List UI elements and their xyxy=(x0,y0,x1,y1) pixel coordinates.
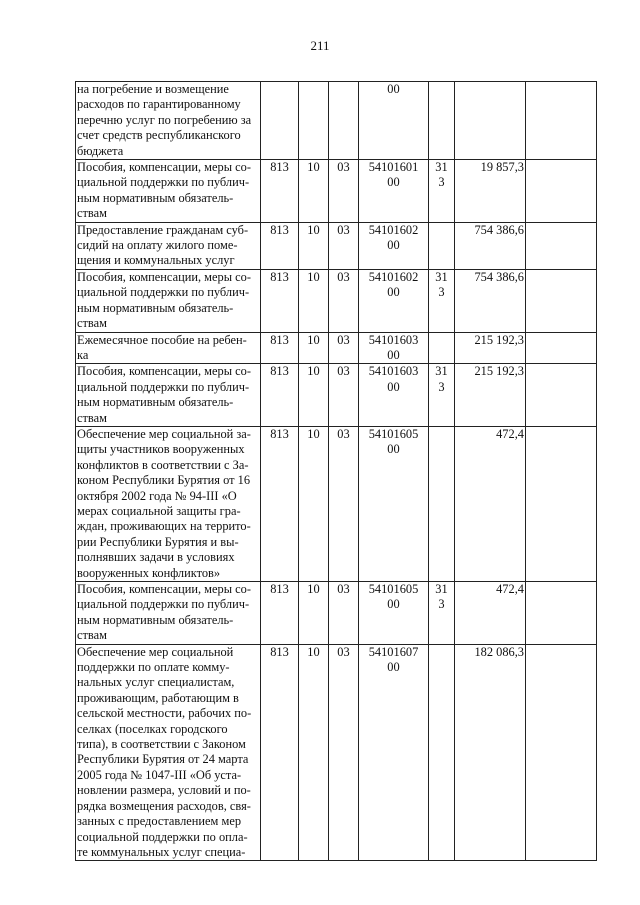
row-name-cell: на погребение и возмещение расходов по гарантированному перечню услуг по погребению за счет средств республиканского бюджета xyxy=(76,82,261,160)
table-row xyxy=(76,644,597,861)
expense-type-cell xyxy=(429,426,455,581)
subsection-code-cell xyxy=(329,82,359,160)
department-code-cell: 813 xyxy=(261,160,299,223)
table-row xyxy=(76,222,597,269)
amount-cell: 19 857,3 xyxy=(455,160,526,223)
expense-type-cell xyxy=(429,222,455,269)
subsection-code-cell: 03 xyxy=(329,222,359,269)
section-code-cell: 10 xyxy=(299,644,329,861)
page-number: 211 xyxy=(310,38,330,53)
expense-type-cell: 31 3 xyxy=(429,364,455,427)
table-row xyxy=(76,269,597,332)
subsection-code-cell: 03 xyxy=(329,426,359,581)
section-code-cell: 10 xyxy=(299,269,329,332)
amount-cell xyxy=(455,82,526,160)
table-row xyxy=(76,364,597,427)
table-row xyxy=(76,332,597,364)
extra-cell xyxy=(526,364,597,427)
department-code-cell: 813 xyxy=(261,426,299,581)
row-name-cell: Пособия, компенсации, меры со- циальной поддержки по публич- ным нормативным обязатель- ствам xyxy=(76,364,261,427)
table-row xyxy=(76,160,597,223)
row-name-cell: Пособия, компенсации, меры со- циальной поддержки по публич- ным нормативным обязатель- ствам xyxy=(76,269,261,332)
expense-type-cell xyxy=(429,82,455,160)
target-article-cell: 54101603 00 xyxy=(359,364,429,427)
target-article-cell: 54101605 00 xyxy=(359,426,429,581)
table-row xyxy=(76,582,597,645)
expense-type-cell: 31 3 xyxy=(429,582,455,645)
budget-table xyxy=(75,81,597,861)
extra-cell xyxy=(526,644,597,861)
section-code-cell: 10 xyxy=(299,426,329,581)
target-article-cell: 54101602 00 xyxy=(359,222,429,269)
department-code-cell: 813 xyxy=(261,364,299,427)
department-code-cell: 813 xyxy=(261,332,299,364)
target-article-cell: 54101607 00 xyxy=(359,644,429,861)
section-code-cell: 10 xyxy=(299,332,329,364)
department-code-cell xyxy=(261,82,299,160)
amount-cell: 215 192,3 xyxy=(455,364,526,427)
row-name-cell: Пособия, компенсации, меры со- циальной поддержки по публич- ным нормативным обязатель- ствам xyxy=(76,160,261,223)
row-name-cell: Ежемесячное пособие на ребен- ка xyxy=(76,332,261,364)
target-article-cell: 54101603 00 xyxy=(359,332,429,364)
section-code-cell: 10 xyxy=(299,160,329,223)
section-code-cell: 10 xyxy=(299,222,329,269)
row-name-cell: Обеспечение мер социальной поддержки по оплате комму- нальных услуг специалистам, проживающим, работающим в сельской местности, рабочих по- селках (поселках городского типа), в соответствии с Законом Республики Бурятия от 24 марта 2005 года № 1047-III «Об уста- новлении размера, условий и по- рядка возмещения расходов, свя- занных с предоставлением мер социальной поддержки по опла- те коммунальных услуг специа- xyxy=(76,644,261,861)
extra-cell xyxy=(526,332,597,364)
department-code-cell: 813 xyxy=(261,582,299,645)
amount-cell: 182 086,3 xyxy=(455,644,526,861)
target-article-cell: 00 xyxy=(359,82,429,160)
section-code-cell xyxy=(299,82,329,160)
amount-cell: 754 386,6 xyxy=(455,269,526,332)
table-row xyxy=(76,426,597,581)
expense-type-cell: 31 3 xyxy=(429,160,455,223)
expense-type-cell: 31 3 xyxy=(429,269,455,332)
extra-cell xyxy=(526,160,597,223)
expense-type-cell xyxy=(429,332,455,364)
department-code-cell: 813 xyxy=(261,269,299,332)
extra-cell xyxy=(526,222,597,269)
subsection-code-cell: 03 xyxy=(329,582,359,645)
section-code-cell: 10 xyxy=(299,364,329,427)
amount-cell: 215 192,3 xyxy=(455,332,526,364)
amount-cell: 472,4 xyxy=(455,582,526,645)
table-row xyxy=(76,82,597,160)
subsection-code-cell: 03 xyxy=(329,644,359,861)
subsection-code-cell: 03 xyxy=(329,332,359,364)
target-article-cell: 54101601 00 xyxy=(359,160,429,223)
extra-cell xyxy=(526,426,597,581)
section-code-cell: 10 xyxy=(299,582,329,645)
subsection-code-cell: 03 xyxy=(329,364,359,427)
expense-type-cell xyxy=(429,644,455,861)
extra-cell xyxy=(526,269,597,332)
amount-cell: 472,4 xyxy=(455,426,526,581)
row-name-cell: Обеспечение мер социальной за- щиты участников вооруженных конфликтов в соответствии с За- коном Республики Бурятия от 16 октября 2002 года № 94-III «О мерах социальной защиты гра- ждан, проживающих на террито- рии Республики Бурятия и вы- полнявших задачи в условиях вооруженных конфликтов» xyxy=(76,426,261,581)
target-article-cell: 54101602 00 xyxy=(359,269,429,332)
subsection-code-cell: 03 xyxy=(329,160,359,223)
department-code-cell: 813 xyxy=(261,644,299,861)
extra-cell xyxy=(526,82,597,160)
extra-cell xyxy=(526,582,597,645)
amount-cell: 754 386,6 xyxy=(455,222,526,269)
target-article-cell: 54101605 00 xyxy=(359,582,429,645)
row-name-cell: Предоставление гражданам суб- сидий на оплату жилого поме- щения и коммунальных услуг xyxy=(76,222,261,269)
budget-table-body xyxy=(76,82,597,861)
department-code-cell: 813 xyxy=(261,222,299,269)
subsection-code-cell: 03 xyxy=(329,269,359,332)
row-name-cell: Пособия, компенсации, меры со- циальной поддержки по публич- ным нормативным обязатель- ствам xyxy=(76,582,261,645)
